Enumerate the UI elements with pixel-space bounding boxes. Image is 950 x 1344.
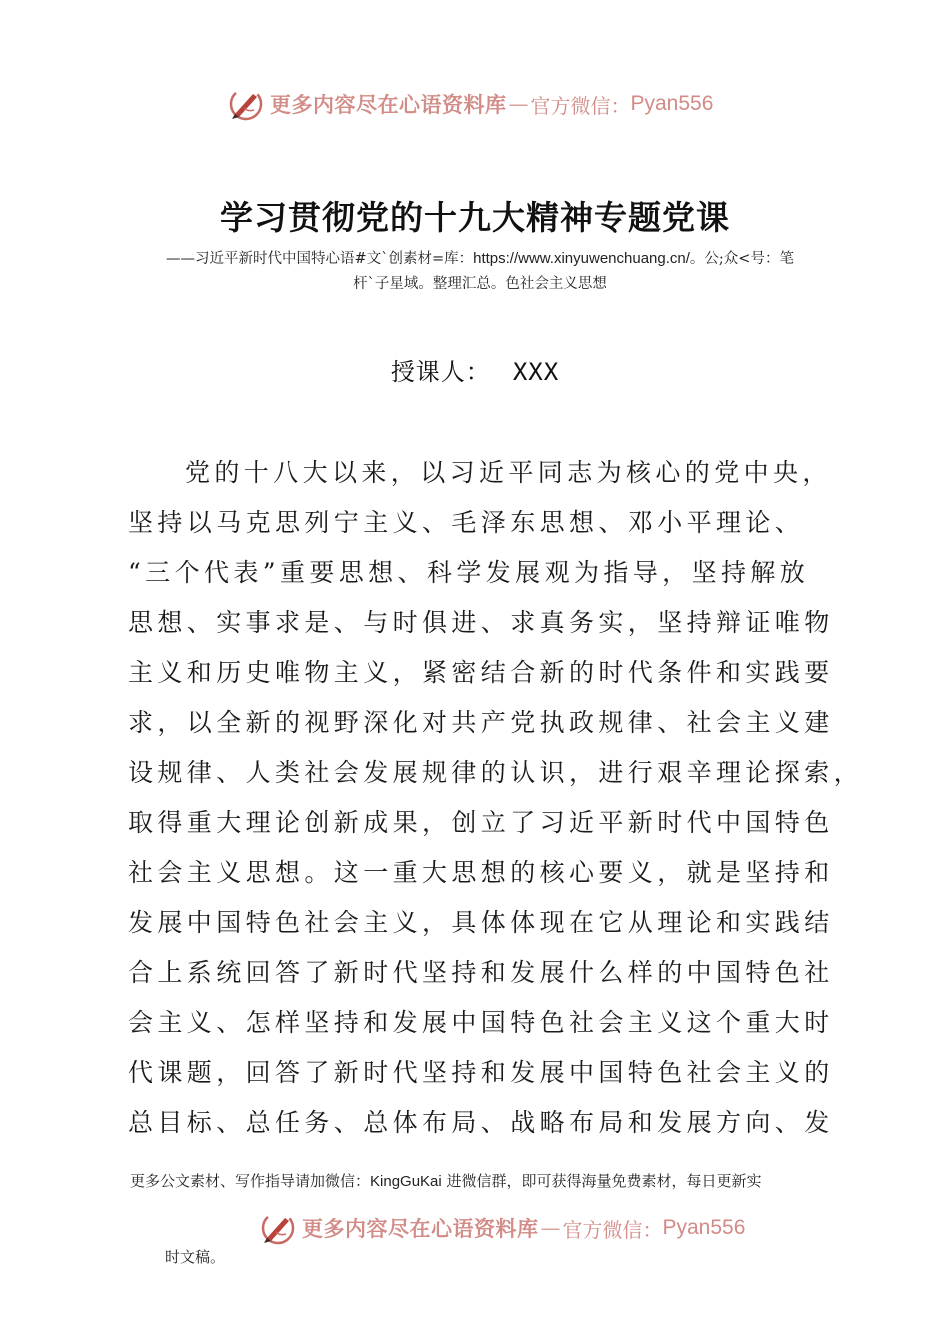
watermark-wechat-id: Pyan556: [630, 92, 714, 115]
footer-wechat-id: KingGuKai: [370, 1173, 442, 1190]
lecturer-label: 授课人：: [390, 358, 491, 386]
watermark-text: 更多内容尽在心语资料库: [302, 1216, 539, 1241]
footer-note-prefix: 更多公文素材、写作指导请加微信：: [130, 1172, 371, 1190]
body-line: 社会主义思想。这一重大思想的核心要义，就是坚持和: [128, 858, 834, 887]
subtitle-prefix: ——习近平新时代中国特心语#文`创素材=库：: [166, 251, 474, 267]
footer-note: [130, 1170, 830, 1191]
subtitle-line-2: 杆`子星域。整理汇总。色社会主义思想: [353, 276, 607, 292]
watermark-separator: —: [540, 1216, 561, 1240]
watermark-wechat-id: Pyan556: [662, 1216, 746, 1239]
pen-logo-icon: [226, 84, 266, 124]
body-line: 求，以全新的视野深化对共产党执政规律、社会主义建: [128, 708, 834, 737]
footer-note-suffix: 进微信群，即可获得海量免费素材，每日更新实: [441, 1172, 762, 1190]
document-subtitle: [130, 246, 830, 297]
subtitle-url: https://www.xinyuwenchuang.cn/: [473, 250, 690, 267]
lecturer-line: [0, 352, 950, 387]
body-line: 设规律、人类社会发展规律的认识，进行艰辛理论探索，: [128, 758, 864, 787]
subtitle-suffix: 。公;众<号：笔: [689, 251, 794, 267]
body-line: 主义和历史唯物主义，紧密结合新的时代条件和实践要: [128, 658, 834, 687]
body-line: 合上系统回答了新时代坚持和发展什么样的中国特色社: [128, 958, 834, 987]
body-line: 党的十八大以来，以习近平同志为核心的党中央，: [185, 458, 832, 487]
pen-logo-icon: [258, 1208, 298, 1248]
document-title: 学习贯彻党的十九大精神专题党课: [220, 198, 730, 237]
watermark-separator: —: [508, 92, 529, 116]
body-line: 取得重大理论创新成果，创立了习近平新时代中国特色: [128, 808, 834, 837]
document-body: [128, 448, 864, 1148]
watermark-text: 更多内容尽在心语资料库: [270, 92, 507, 117]
body-line: 思想、实事求是、与时俱进、求真务实，坚持辩证唯物: [128, 608, 834, 637]
body-line: 坚持以马克思列宁主义、毛泽东思想、邓小平理论、: [128, 508, 805, 537]
header-watermark: [0, 82, 950, 126]
body-line: 发展中国特色社会主义，具体体现在它从理论和实践结: [128, 908, 834, 937]
footer-note-tail: 时文稿。: [165, 1248, 226, 1266]
lecturer-name: XXX: [512, 358, 560, 386]
subtitle-line-1: [130, 246, 830, 272]
footer-watermark: [0, 1206, 950, 1250]
body-line: “三个代表”重要思想、科学发展观为指导，坚持解放: [128, 558, 810, 587]
body-line: 会主义、怎样坚持和发展中国特色社会主义这个重大时: [128, 1008, 834, 1037]
watermark-wechat-label: 官方微信：: [530, 93, 631, 118]
watermark-wechat-label: 官方微信：: [562, 1217, 663, 1242]
body-line: 代课题，回答了新时代坚持和发展中国特色社会主义的: [128, 1058, 834, 1087]
body-line: 总目标、总任务、总体布局、战略布局和发展方向、发: [128, 1108, 834, 1137]
